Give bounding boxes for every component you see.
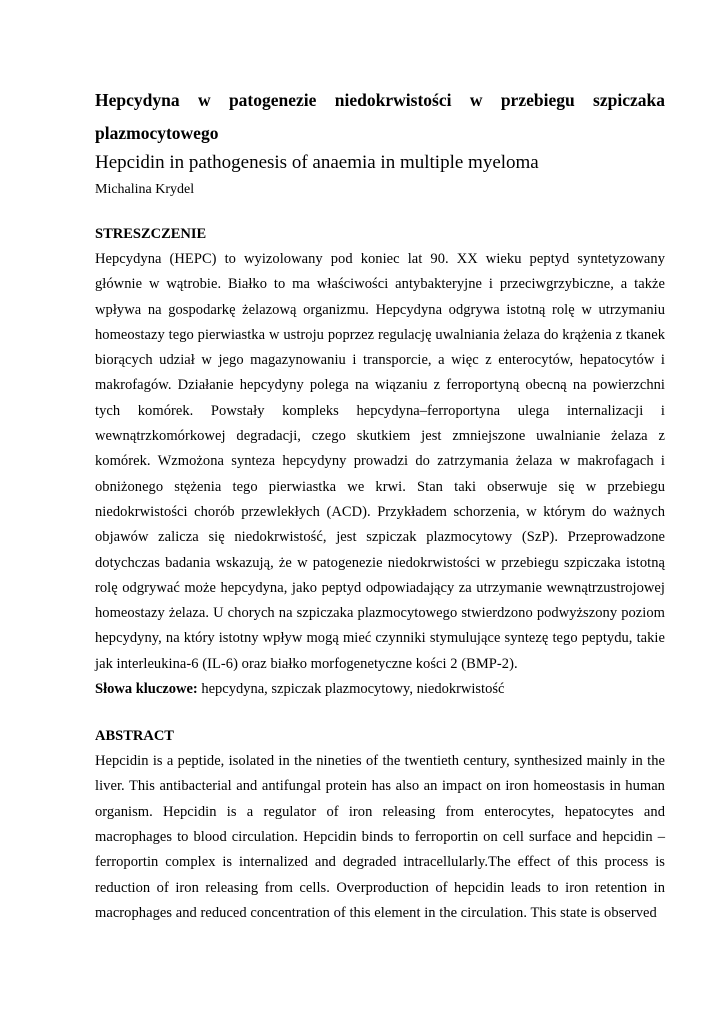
author-name: Michalina Krydel [95, 182, 195, 197]
streszczenie-section [95, 222, 665, 702]
title-polish: Hepcydyna w patogenezie niedokrwistości w przebiegu szpiczaka plazmocytowego [95, 90, 665, 143]
keywords-label: Słowa kluczowe: [95, 681, 198, 698]
abstract-heading: ABSTRACT [95, 728, 174, 745]
abstract-text: Hepcidin is a peptide, isolated in the nineties of the twentieth century, synthesized mainly in the liver. This antibacterial and antifungal protein has also an impact on iron homeostasis in human organism. Hepcidin is a regulator of iron releasing from enterocytes, hepatocytes and macrophages to blood circulation. Hepcidin binds to ferroportin on cell surface and hepcidin – ferroportin complex is internalized and degraded intracellularly.The effect of this process is reduction of iron releasing from cells. Overproduction of hepcidin leads to iron retention in macrophages and reduced concentration of this element in the circulation. This state is observed [95, 753, 665, 921]
title-english: Hepcidin in pathogenesis of anaemia in multiple myeloma [95, 152, 539, 173]
abstract-section [95, 724, 665, 926]
keywords-values: hepcydyna, szpiczak plazmocytowy, niedokrwistość [197, 681, 505, 698]
streszczenie-heading: STRESZCZENIE [95, 226, 207, 242]
keywords-line [95, 677, 665, 702]
document-page [95, 84, 665, 926]
streszczenie-text: Hepcydyna (HEPC) to wyizolowany pod koniec lat 90. XX wieku peptyd syntetyzowany głównie w wątrobie. Białko to ma właściwości antybakteryjne i przeciwgrzybiczne, a także wpływa na gospodarkę żelazową organizmu. Hepcydyna odgrywa istotną rolę w utrzymaniu homeostazy tego pierwiastka w ustroju poprzez regulację uwalniania żelaza do krążenia z tkanek biorących udział w jego magazynowaniu i transporcie, a więc z enterocytów, hepatocytów i makrofagów. Działanie hepcydyny polega na wiązaniu z ferroportyną obecną na powierzchni tych komórek. Powstały kompleks hepcydyna–ferroportyna ulega internalizacji i wewnątrzkomórkowej degradacji, czego skutkiem jest zmniejszone uwalnianie żelaza z komórek. Wzmożona synteza hepcydyny prowadzi do zatrzymania żelaza w makrofagach i obniżonego stężenia tego pierwiastka we krwi. Stan taki obserwuje się w przebiegu niedokrwistości chorób przewlekłych (ACD). Przykładem schorzenia, w którym do ważnych objawów zalicza się niedokrwistość, jest szpiczak plazmocytowy (SzP). Przeprowadzone dotychczas badania wskazują, że w patogenezie niedokrwistości w przebiegu szpiczaka istotną rolę odgrywać może hepcydyna, jako peptyd odpowiadający za utrzymanie wewnątrzustrojowej homeostazy żelaza. U chorych na szpiczaka plazmocytowego stwierdzono podwyższony poziom hepcydyny, na który istotny wpływ mogą mieć czynniki stymulujące syntezę tego peptydu, takie jak interleukina-6 (IL-6) oraz białko morfogenetyczne kości 2 (BMP-2). [95, 251, 665, 672]
